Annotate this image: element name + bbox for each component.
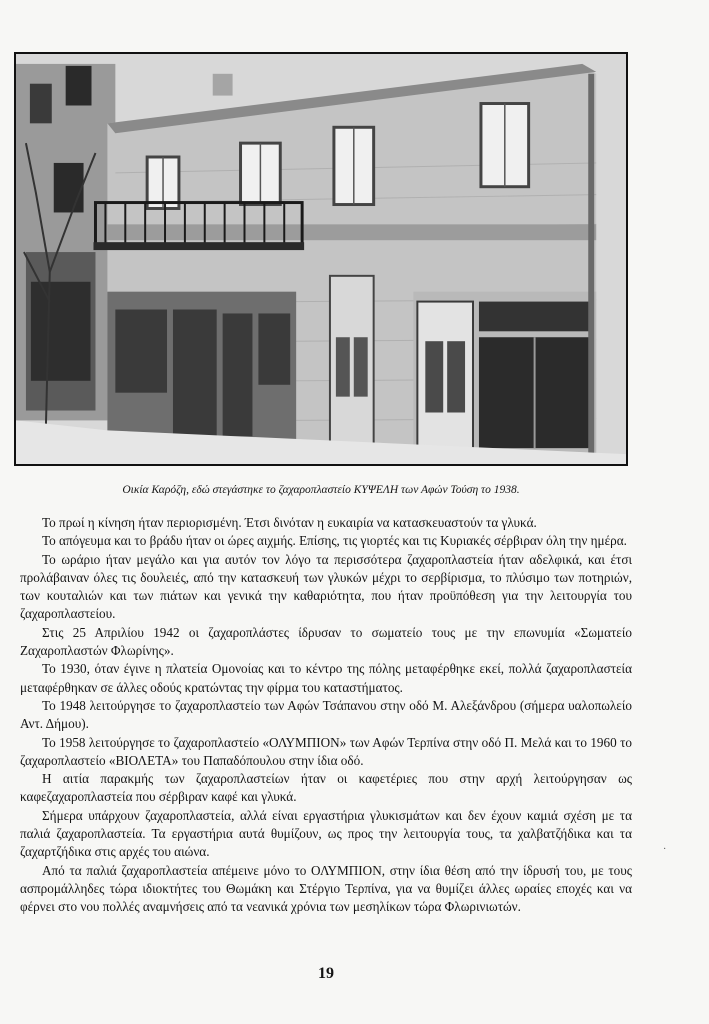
paragraph: Στις 25 Απριλίου 1942 οι ζαχαροπλάστες ίδρυσαν το σωματείο τους με την επωνυμία «Σωματείο Ζαχαροπλαστών Φλωρίνης». [20, 624, 632, 659]
scan-mark: · [663, 844, 667, 855]
paragraph: Σήμερα υπάρχουν ζαχαροπλαστεία, αλλά είναι εργαστήρια γλυκισμάτων και δεν έχουν καμιά σχέση με τα παλιά ζαχαροπλαστεία. Τα εργαστήρια αυτά θυμίζουν, ως προς την λειτουργία τους, τα χαλβατζήδικα και τα ζαχαρτζήδικα στις αρχές του αιώνα. [20, 807, 632, 860]
paragraph: Το απόγευμα και το βράδυ ήταν οι ώρες αιχμής. Επίσης, τις γιορτές και τις Κυριακές σέρβιραν όλη την ημέρα. [42, 533, 627, 549]
paragraph: Το 1948 λειτούργησε το ζαχαροπλαστείο των Αφών Τσάπανου στην οδό Μ. Αλεξάνδρου (σήμερα υαλοπωλείο Αντ. Δήμου). [20, 697, 632, 732]
paragraph: Το ωράριο ήταν μεγάλο και για αυτόν τον λόγο τα περισσότερα ζαχαροπλαστεία ήταν αδελφικά, και έτσι προλάβαιναν όλες τις δουλειές, από την κατασκευή των γλυκών μέχρι το σερβίρισμα, το πλύσιμο των ποτηριών, των κουταλιών και των πιάτων και γενικά την καθαριότητα, που ήταν προϋπόθεση για την λειτουργία του ζαχαροπλαστείου. [20, 551, 632, 622]
paragraph: Η αιτία παρακμής των ζαχαροπλαστείων ήταν οι καφετέριες που στην αρχή λειτούργησαν ως καφεζαχαροπλαστεία που σέρβιραν καφέ και γλυκά. [20, 771, 632, 805]
article-body [20, 514, 632, 917]
historic-building-photo [14, 52, 628, 466]
paragraph: Το 1958 λειτούργησε το ζαχαροπλαστείο «ΟΛΥΜΠΙΟΝ» των Αφών Τερπίνα στην οδό Π. Μελά και το 1960 το ζαχαροπλαστείο «ΒΙΟΛΕΤΑ» του Παπαδόπουλου στην ίδια οδό. [20, 734, 632, 768]
paragraph: Από τα παλιά ζαχαροπλαστεία απέμεινε μόνο το ΟΛΥΜΠΙΟΝ, στην ίδια θέση από την ίδρυσή του, με τους ασπρομάλληδες τώρα ιδιοκτήτες του Θωμάκη και Στέργιο Τερπίνα, για να θυμίζει άλλες ωραίες εποχές και να φέρνει στο νου πολλές αναμνήσεις από τα νεανικά χρόνια των μεσηλίκων τώρα Φλωρινιωτών. [20, 862, 632, 915]
building-illustration [16, 54, 626, 464]
paragraph: Το 1930, όταν έγινε η πλατεία Ομονοίας και το κέντρο της πόλης μεταφέρθηκε εκεί, πολλά ζαχαροπλαστεία μεταφέρθηκαν σε άλλες οδούς κρατώντας την φίρμα του καταστήματος. [20, 661, 632, 695]
page-number: 19 [318, 965, 334, 982]
paragraph: Το πρωί η κίνηση ήταν περιορισμένη. Έτσι δινόταν η ευκαιρία να κατασκευαστούν τα γλυκά. [42, 515, 537, 530]
photo-caption: Οικία Καρόζη, εδώ στεγάστηκε το ζαχαροπλαστείο ΚΥΨΕΛΗ των Αφών Τούση το 1938. [122, 484, 520, 496]
